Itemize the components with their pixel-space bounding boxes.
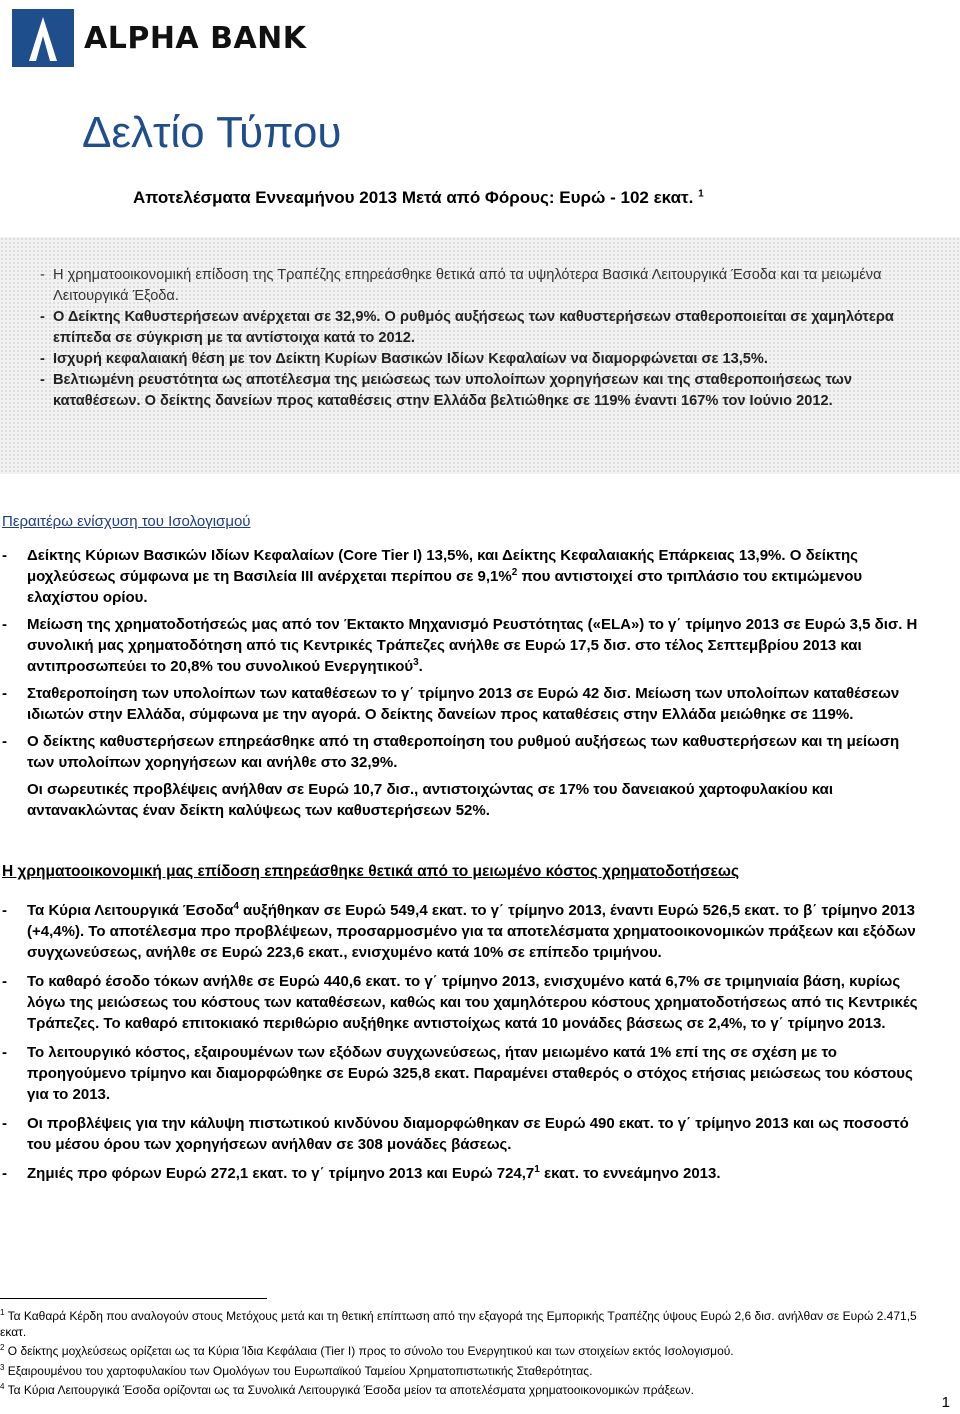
brand-logo [12,8,307,68]
list-item [0,614,930,677]
bullet-dash: - [2,902,7,919]
footnotes [0,1305,940,1399]
item-text: Οι σωρευτικές προβλέψεις ανήλθαν σε Ευρώ 10,7 δισ., αντιστοιχώντας σε 17% του δανειακού χαρτοφυλακίου και αντανακλώντας έναν δείκτη καλύψεως των καθυστερήσεων 52%. [27,781,834,819]
section-heading-performance: Η χρηματοοικονομική μας επίδοση επηρεάσθηκε θετικά από το μειωμένο κόστος χρηματοδοτήσεως [2,863,740,880]
footnote-text: Εξαιρουμένου του χαρτοφυλακίου των Ομολόγων του Ευρωπαϊκού Ταμείου Χρηματοπιστωτικής Σταθερότητας. [7,1363,593,1378]
list-item [0,971,930,1034]
list-item [0,731,930,821]
bullet-dash: - [2,1115,7,1132]
bullet-dash: - [2,973,7,990]
footnote-ref: 1 [534,1164,540,1175]
results-subtitle [133,188,704,208]
footnote-text: Τα Κύρια Λειτουργικά Έσοδα ορίζονται ως τα Συνολικά Λειτουργικά Έσοδα μείον τα αποτελέσματα χρηματοοικονομικών πράξεων. [7,1383,694,1397]
bullet-dash: - [40,351,45,367]
item-text: Ζημιές προ φόρων Ευρώ 272,1 εκατ. το γ΄ τρίμηνο 2013 και Ευρώ 724,7 [27,1165,535,1182]
footnote [0,1305,940,1340]
footnote-ref: 4 [233,901,239,912]
list-item [0,1113,930,1155]
summary-text: Ο Δείκτης Καθυστερήσεων ανέρχεται σε 32,9%. Ο ρυθμός αυξήσεως των καθυστερήσεων σταθεροποιείται σε χαμηλότερα επίπεδα σε σύγκριση με τα αντίστοιχα κατά το 2012. [53,309,894,346]
item-text: Δείκτης Κύριων Βασικών Ιδίων Κεφαλαίων (Core Tier I) 13,5%, και Δείκτης Κεφαλαιακής Επάρκειας 13,9%. Ο δείκτης μοχλεύσεως σύμφωνα με τη Βασιλεία ΙΙΙ ανέρχεται περίπου σε 9,1% [27,547,858,585]
bullet-dash: - [2,685,7,702]
bullet-dash: - [40,372,45,388]
section-heading-balance-sheet: Περαιτέρω ενίσχυση του Ισολογισμού [2,513,251,530]
summary-item [40,370,940,412]
subtitle-text: Αποτελέσματα Εννεαμήνου 2013 Μετά από Φόρους: Ευρώ - 102 εκατ. [133,188,694,207]
bullet-dash: - [2,1165,7,1182]
item-text: που αντιστοιχεί στο τριπλάσιο του εκτιμώμενου ελαχίστου ορίου. [27,568,863,606]
page-title: Δελτίο Τύπου [82,108,342,157]
footnote-number: 1 [0,1308,5,1317]
item-text: Τα Κύρια Λειτουργικά Έσοδα [27,902,234,919]
bullet-dash: - [40,309,45,325]
summary-text: Βελτιωμένη ρευστότητα ως αποτέλεσμα της μειώσεως των υπολοίπων χορηγήσεων και της σταθεροποιήσεως των καταθέσεων. Ο δείκτης δανείων προς καταθέσεις στην Ελλάδα βελτιώθηκε σε 119% έναντι 167% τον Ιούνιο 2012. [53,372,852,409]
footnote-text: Ο δείκτης μοχλεύσεως ορίζεται ως τα Κύρια Ίδια Κεφάλαια (Tier I) προς το σύνολο του Ενεργητικού και των στοιχείων εκτός Ισολογισμού. [7,1344,734,1358]
item-text: εκατ. το εννεάμηνο 2013. [539,1165,721,1182]
list-item [0,900,930,963]
item-text: Οι προβλέψεις για την κάλυψη πιστωτικού κινδύνου διαμορφώθηκαν σε Ευρώ 490 εκατ. το γ΄ τρίμηνο 2013 και ως ποσοστό του μέσου όρου των χορηγήσεων ανήλθαν σε 308 μονάδες βάσεως. [27,1115,909,1153]
item-text: Μείωση της χρηματοδοτήσεώς μας από τον Έκτακτο Μηχανισμό Ρευστότητας («ELA») το γ΄ τρίμηνο 2013 σε Ευρώ 3,5 δισ. Η συνολική μας χρηματοδότηση από τις Κεντρικές Τράπεζες ανήλθε σε Ευρώ 17,5 δισ. στο τέλος Σεπτεμβρίου 2013 και αντιπροσωπεύει το 20,8% του συνολικού Ενεργητικού [27,616,918,675]
section1-list [0,545,930,821]
page-number: 1 [941,1394,950,1411]
list-item [0,1163,930,1184]
footnote-number: 3 [0,1362,5,1372]
footnote [0,1379,940,1399]
bullet-dash: - [2,1044,7,1061]
summary-box [0,237,960,474]
footnote [0,1360,940,1380]
bullet-dash: - [40,267,45,283]
summary-item [40,349,940,370]
list-item [0,683,930,725]
summary-item [40,307,940,349]
bullet-dash: - [2,616,7,633]
footnote [0,1340,940,1360]
list-item [0,1042,930,1105]
footnote-ref: 2 [511,567,518,578]
item-text: Το καθαρό έσοδο τόκων ανήλθε σε Ευρώ 440,6 εκατ. το γ΄ τρίμηνο 2013, ενισχυμένο κατά 6,7% σε τριμηνιαία βάση, κυρίως λόγω της μειώσεως του κόστους των καταθέσεων, καθώς και του χαμηλότερου κόστους χρηματοδοτήσεως από τις Κεντρικές Τράπεζες. Το καθαρό επιτοκιακό περιθώριο αυξήθηκε αντιστοίχως κατά 10 μονάδες βάσεως σε 2,4%, το γ΄ τρίμηνο 2013. [27,973,918,1032]
summary-text: Η χρηματοοικονομική επίδοση της Τραπέζης επηρεάσθηκε θετικά από τα υψηλότερα Βασικά Λειτουργικά Έσοδα και τα μειωμένα Λειτουργικά Έξοδα. [53,267,882,304]
footnote-number: 4 [0,1382,5,1391]
subtitle-footnote-ref: 1 [698,188,704,200]
section2-list [0,900,930,1184]
brand-name: ALPHA BANK [84,20,307,56]
list-item [0,545,930,608]
item-text: . [418,658,423,675]
footnote-ref: 3 [413,657,419,668]
footnote-text: Τα Καθαρά Κέρδη που αναλογούν στους Μετόχους μετά και τη θετική επίπτωση από την εξαγορά της Εμπορικής Τραπέζης ύψους Ευρώ 2,6 δισ. ανήλθαν σε Ευρώ 2.471,5 εκατ. [0,1309,917,1339]
item-text: Ο δείκτης καθυστερήσεων επηρεάσθηκε από τη σταθεροποίηση του ρυθμού αυξήσεως των καθυστερήσεων και τη μείωση των υπολοίπων χορηγήσεων και ανήλθε στο 32,9%. [27,733,900,771]
item-text: αυξήθηκαν σε Ευρώ 549,4 εκατ. το γ΄ τρίμηνο 2013, έναντι Ευρώ 526,5 εκατ. το β΄ τρίμηνο 2013 (+4,4%). Το αποτέλεσμα προ προβλέψεων, προσαρμοσμένο για τα αποτελέσματα χρηματοοικονομικών πράξεων και εξόδων συγχωνεύσεως, ανήλθε σε Ευρώ 223,6 εκατ., ενισχυμένο κατά 10% σε επίπεδο τριμήνου. [27,902,916,961]
footnote-divider [0,1298,267,1299]
item-text: Το λειτουργικό κόστος, εξαιρουμένων των εξόδων συγχωνεύσεως, ήταν μειωμένο κατά 1% επί της σε σχέση με το προηγούμενο τρίμηνο και διαμορφώθηκε σε Ευρώ 325,8 εκατ. Παραμένει σταθερός ο στόχος ετήσιας μειώσεως του κόστους για το 2013. [27,1044,913,1103]
item-text: Σταθεροποίηση των υπολοίπων των καταθέσεων το γ΄ τρίμηνο 2013 σε Ευρώ 42 δισ. Μείωση των υπολοίπων καταθέσεων ιδιωτών στην Ελλάδα, σύμφωνα με την αγορά. Ο δείκτης δανείων προς καταθέσεις στην Ελλάδα μειώθηκε σε 119%. [27,685,900,723]
bullet-dash: - [2,733,7,750]
footnote-number: 2 [0,1343,5,1352]
summary-item [40,265,940,307]
bullet-dash: - [2,547,7,564]
alpha-logo-icon [12,9,74,67]
summary-text: Ισχυρή κεφαλαιακή θέση με τον Δείκτη Κυρίων Βασικών Ιδίων Κεφαλαίων να διαμορφώνεται σε 13,5%. [53,351,768,367]
